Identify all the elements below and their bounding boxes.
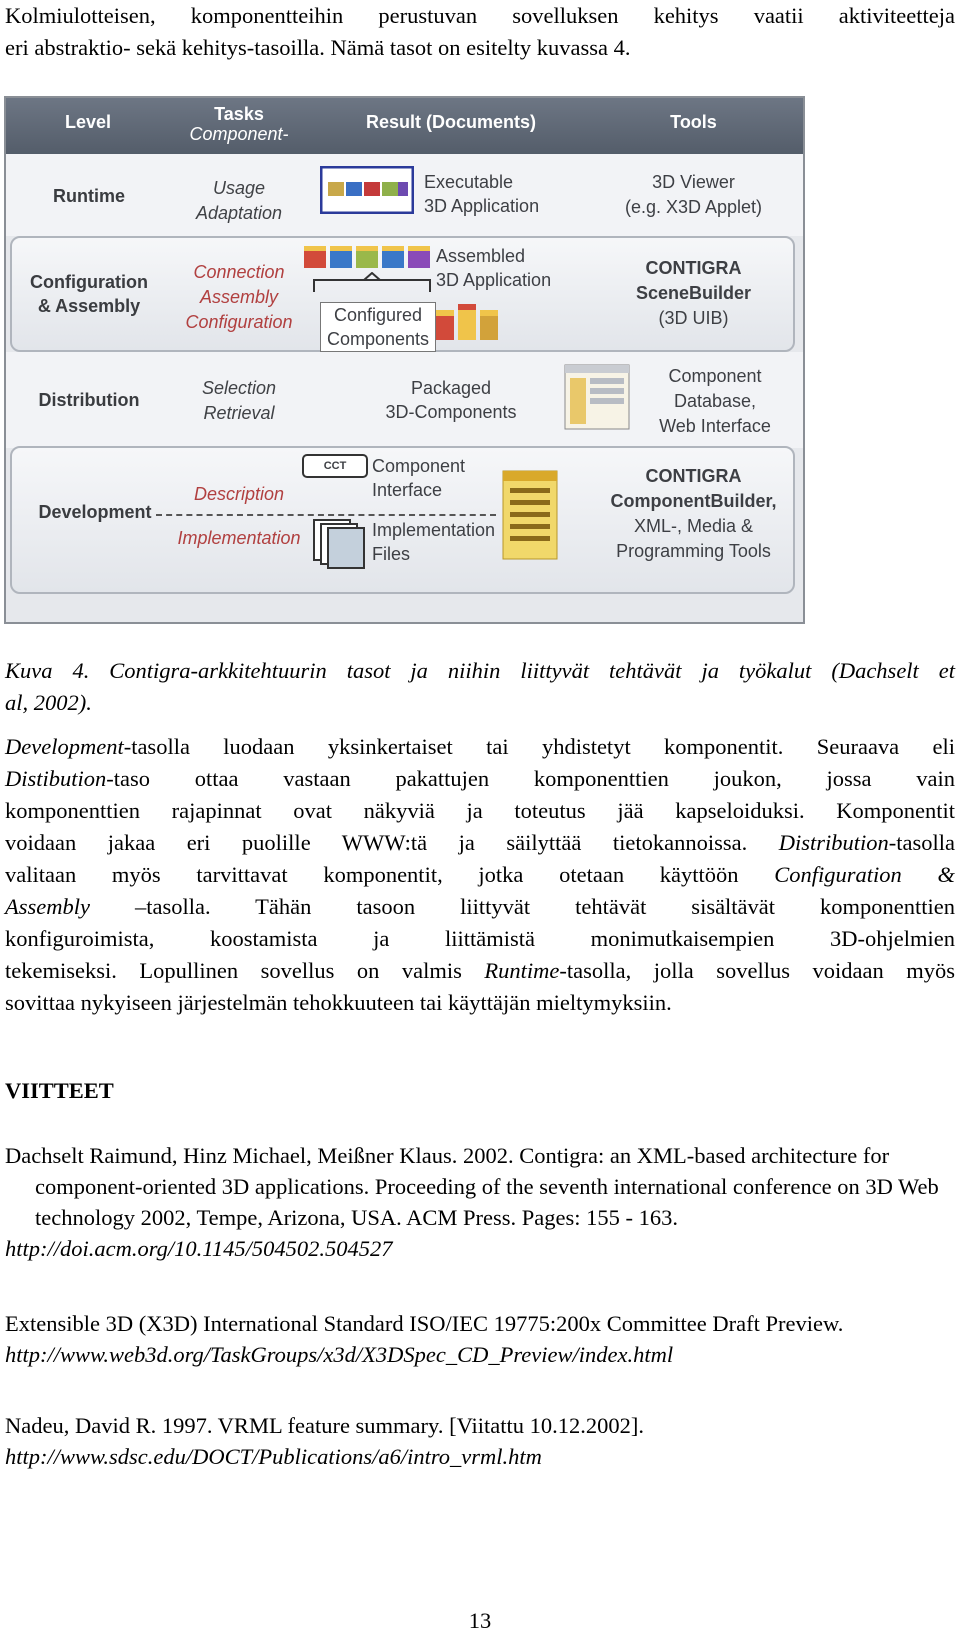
body-line-4-text: voidaan jakaa eri puolille WWW:tä ja säilyttää tietokannoissa. <box>5 830 748 855</box>
result-packaged-line2: 3D-Components <box>385 402 517 422</box>
cct-box <box>302 454 368 478</box>
body-line-1 <box>5 731 955 763</box>
body-paragraph <box>5 731 955 1019</box>
figure-header-row <box>6 98 803 154</box>
reference-nadeu-url[interactable]: http://www.sdsc.edu/DOCT/Publications/a6/intro_vrml.htm <box>5 1444 542 1469</box>
level-assembly-line2: & Assembly <box>37 296 141 316</box>
result-executable: Executable <box>424 172 514 192</box>
term-distibution: Distibution <box>5 766 107 791</box>
reference-dachselt <box>5 1140 955 1264</box>
result-3d-application: 3D Application <box>424 196 540 216</box>
result-interface-line2: Interface <box>372 480 443 500</box>
task-assembly: Assembly <box>199 287 279 307</box>
body-line-5 <box>5 859 955 891</box>
result-configured <box>320 302 436 352</box>
task-description: Description <box>193 484 285 504</box>
tasks-runtime <box>164 176 314 226</box>
figure-caption <box>5 655 955 719</box>
caption-line-1: Kuva 4. Contigra-arkkitehtuurin tasot ja niihin liittyvät tehtävät ja työkalut (Dachselt et <box>5 658 955 683</box>
body-line-6 <box>5 891 955 923</box>
level-distribution: Distribution <box>38 390 140 410</box>
body-line-1-text: -tasolla luodaan yksinkertaiset tai yhdistetyt komponentit. Seuraava eli <box>123 734 955 759</box>
tool-contigra-dev: CONTIGRA <box>645 466 742 486</box>
dashed-separator <box>156 514 496 516</box>
result-packaged-line1: Packaged <box>410 378 492 398</box>
body-line-6-text: –tasolla. Tähän tasoon liittyvät tehtävät sisältävät komponenttien <box>134 894 956 919</box>
term-distribution: Distribution <box>778 830 889 855</box>
tasks-distribution <box>164 376 314 426</box>
configured-components-image <box>434 302 504 342</box>
task-usage: Usage <box>212 178 266 198</box>
intro-line-1: Kolmiulotteisen, komponentteihin perustuvan sovelluksen kehitys vaatii aktiviteetteja <box>5 3 955 28</box>
tool-scenebuilder: SceneBuilder <box>635 283 752 303</box>
result-assembled-line2: 3D Application <box>436 270 552 290</box>
web-interface-image <box>564 364 630 430</box>
term-assembly: Assembly <box>5 894 90 919</box>
level-runtime: Runtime <box>53 186 125 206</box>
header-result: Result (Documents) <box>365 112 536 132</box>
reference-x3d-url[interactable]: http://www.web3d.org/TaskGroups/x3d/X3DSpec_CD_Preview/index.html <box>5 1342 674 1367</box>
result-implementation-line1: Implementation <box>372 520 496 540</box>
result-runtime <box>424 170 539 218</box>
level-configuration <box>14 270 164 318</box>
reference-dachselt-text: Dachselt Raimund, Hinz Michael, Meißner Klaus. 2002. Contigra: an XML-based architecture for component-oriented 3D applications. Proceeding of the seventh international conference on 3D Web technology 2002, Tempe, Arizona, USA. ACM Press. Pages: 155 - 163. <box>5 1143 939 1230</box>
tool-xml-media: XML-, Media & <box>633 516 754 536</box>
header-tools: Tools <box>670 112 717 132</box>
body-line-2 <box>5 763 955 795</box>
caption-line-2: al, 2002). <box>5 690 92 715</box>
task-configuration: Configuration <box>185 312 293 332</box>
reference-nadeu-text: Nadeu, David R. 1997. VRML feature summary. [Viitattu 10.12.2002]. <box>5 1413 644 1438</box>
tools-distribution <box>630 364 800 439</box>
tool-3d-viewer: 3D Viewer <box>652 172 735 192</box>
result-component-interface <box>372 454 465 502</box>
result-implementation-files <box>372 518 495 566</box>
task-connection: Connection <box>193 262 285 282</box>
page-number: 13 <box>468 1608 492 1633</box>
body-line-8-rest: -tasolla, jolla sovellus voidaan myös <box>559 958 956 983</box>
tasks-configuration <box>164 260 314 335</box>
result-files-line2: Files <box>372 544 411 564</box>
tool-programming-tools: Programming Tools <box>616 541 771 561</box>
tools-runtime <box>586 170 801 220</box>
result-packaged <box>316 376 586 424</box>
term-configuration: Configuration & <box>774 862 955 887</box>
term-development: Development <box>5 734 124 759</box>
references-heading: VIITTEET <box>5 1078 114 1103</box>
body-line-5-text: valitaan myös tarvittavat komponentit, jotka otetaan käyttöön <box>5 862 739 887</box>
task-adaptation: Adaptation <box>195 203 283 223</box>
level-development: Development <box>38 502 152 522</box>
result-assembled-line1: Assembled <box>436 246 526 266</box>
intro-line-2: eri abstraktio- sekä kehitys-tasoilla. Nämä tasot on esitelty kuvassa 4. <box>5 35 631 60</box>
reference-nadeu <box>5 1410 955 1472</box>
task-selection: Selection <box>201 378 277 398</box>
result-assembled <box>436 244 551 292</box>
body-line-8-text: tekemiseksi. Lopullinen sovellus on valmis <box>5 958 462 983</box>
tool-database: Database, <box>673 391 757 411</box>
result-component-line1: Component <box>372 456 466 476</box>
implementation-files-icon <box>312 518 368 570</box>
reference-dachselt-url[interactable]: http://doi.acm.org/10.1145/504502.504527 <box>5 1236 393 1261</box>
tool-web-interface: Web Interface <box>659 416 771 436</box>
tool-component: Component <box>668 366 762 386</box>
assembly-bracket <box>312 272 432 294</box>
result-configured-line2: Components <box>327 329 430 349</box>
component-builder-image <box>502 470 558 560</box>
tools-configuration <box>586 256 801 331</box>
assembled-components-image <box>302 244 434 270</box>
term-runtime: Runtime <box>484 958 560 983</box>
reference-x3d <box>5 1308 955 1370</box>
cct-label: CCT <box>323 460 347 472</box>
body-line-2-text: -taso ottaa vastaan pakattujen komponenttien joukon, jossa vain <box>106 766 955 791</box>
tool-componentbuilder: ComponentBuilder, <box>610 491 777 511</box>
body-line-9: sovittaa nykyiseen järjestelmän tehokkuuteen tai käyttäjän mieltymyksiin. <box>5 990 672 1015</box>
body-line-3: komponenttien rajapinnat ovat näkyviä ja toteutus jää kapseloiduksi. Komponentit <box>5 798 955 823</box>
body-line-4-rest: -tasolla <box>888 830 955 855</box>
tool-contigra: CONTIGRA <box>645 258 742 278</box>
body-line-4 <box>5 827 955 859</box>
header-tasks <box>164 104 314 144</box>
task-retrieval: Retrieval <box>203 403 275 423</box>
task-implementation: Implementation <box>177 528 301 548</box>
header-tasks-line1: Tasks <box>214 104 264 124</box>
reference-x3d-text: Extensible 3D (X3D) International Standard ISO/IEC 19775:200x Committee Draft Preview. <box>5 1311 844 1336</box>
body-line-8 <box>5 955 955 987</box>
tool-3d-uib: (3D UIB) <box>658 308 729 328</box>
intro-paragraph <box>5 0 955 64</box>
header-level: Level <box>64 112 112 132</box>
tool-x3d-applet: (e.g. X3D Applet) <box>624 197 763 217</box>
contigra-levels-figure <box>4 96 805 624</box>
tools-development <box>586 464 801 564</box>
header-tasks-line2: Component- <box>189 124 289 144</box>
level-configuration-line1: Configuration <box>30 272 148 292</box>
result-configured-line1: Configured <box>334 305 423 325</box>
body-line-7: konfiguroimista, koostamista ja liittämistä monimutkaisempien 3D-ohjelmien <box>5 926 955 951</box>
executable-app-image <box>320 166 414 214</box>
